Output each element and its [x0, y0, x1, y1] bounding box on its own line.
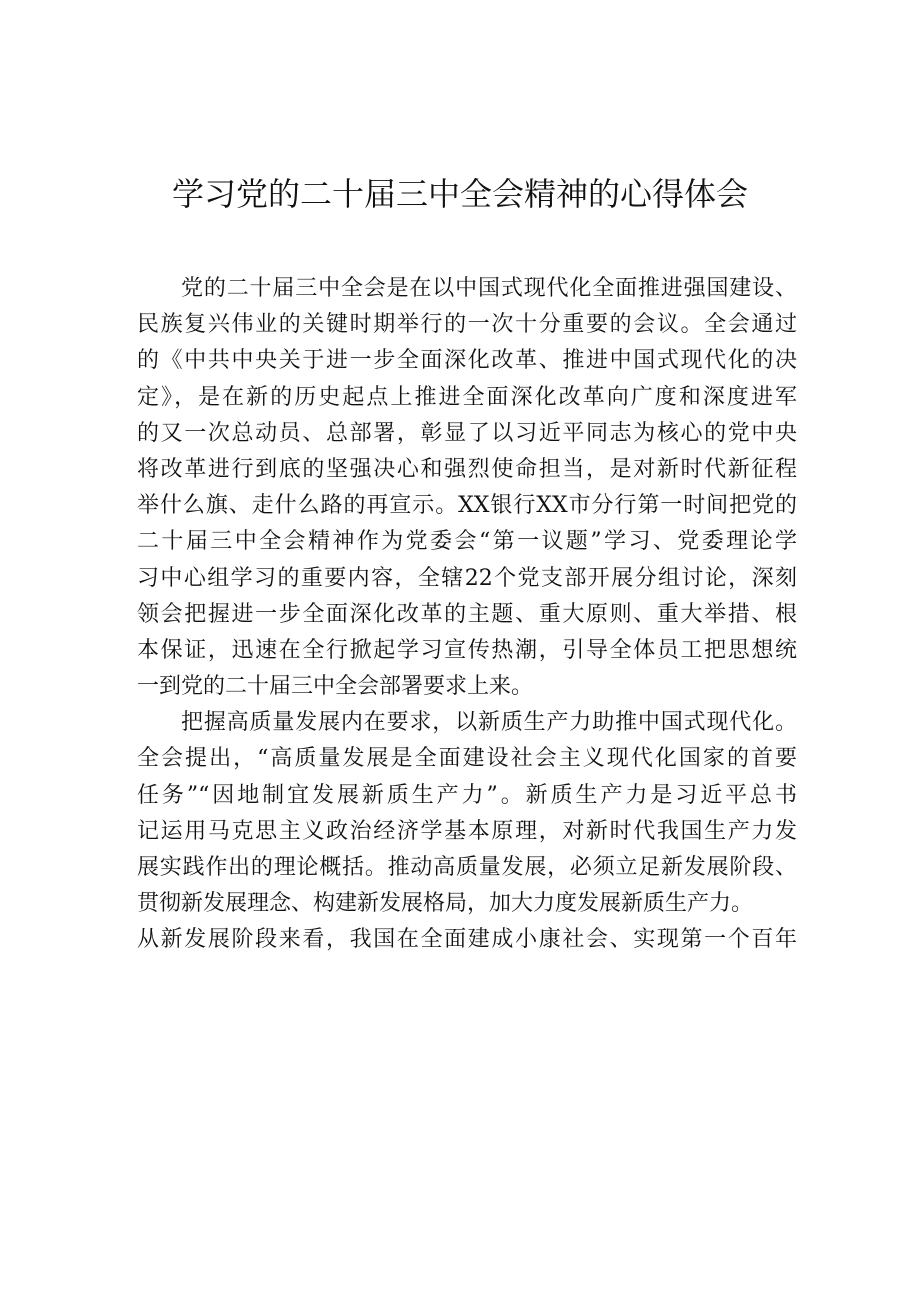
- paragraph-1-line-12: 一到党的二十届三中全会部署要求上来。: [137, 674, 534, 700]
- paragraph-1-line-9: 习中心组学习的重要内容，全辖22个党支部开展分组讨论，深刻: [137, 565, 797, 591]
- paragraph-1-line-11: 本保证，迅速在全行掀起学习宣传热潮，引导全体员工把思想统: [137, 637, 797, 663]
- paragraph-1-line-8: 二十届三中全会精神作为党委会“第一议题”学习、党委理论学: [137, 529, 797, 555]
- paragraph-1-line-4: 定》，是在新的历史起点上推进全面深化改革向广度和深度进军: [137, 384, 797, 410]
- paragraph-1-line-3: 的《中共中央关于进一步全面深化改革、推进中国式现代化的决: [137, 348, 797, 374]
- paragraph-1-line-7: 举什么旗、走什么路的再宣示。XX银行XX市分行第一时间把党的: [137, 493, 797, 519]
- paragraph-1-line-10: 领会把握进一步全面深化改革的主题、重大原则、重大举措、根: [137, 601, 797, 627]
- paragraph-2-line-4: 记运用马克思主义政治经济学基本原理，对新时代我国生产力发: [137, 818, 797, 844]
- paragraph-2-line-2: 全会提出，“高质量发展是全面建设社会主义现代化国家的首要: [137, 746, 797, 772]
- document-body: [137, 271, 797, 959]
- document-title: 学习党的二十届三中全会精神的心得体会: [171, 175, 748, 213]
- paragraph-2-line-7: 从新发展阶段来看，我国在全面建成小康社会、实现第一个百年: [137, 927, 797, 953]
- paragraph-1-line-5: 的又一次总动员、总部署，彰显了以习近平同志为核心的党中央: [137, 420, 797, 446]
- paragraph-1-line-1: 党的二十届三中全会是在以中国式现代化全面推进强国建设、: [181, 276, 797, 301]
- paragraph-2-line-3: 任务”“因地制宜发展新质生产力”。新质生产力是习近平总书: [137, 782, 797, 808]
- paragraph-1-line-6: 将改革进行到底的坚强决心和强烈使命担当，是对新时代新征程: [137, 456, 797, 482]
- paragraph-1-line-2: 民族复兴伟业的关键时期举行的一次十分重要的会议。全会通过: [137, 312, 797, 338]
- paragraph-2-line-6: 贯彻新发展理念、构建新发展格局，加大力度发展新质生产力。: [137, 891, 754, 917]
- paragraph-2-line-1: 把握高质量发展内在要求，以新质生产力助推中国式现代化。: [181, 710, 797, 736]
- paragraph-2-line-5: 展实践作出的理论概括。推动高质量发展，必须立足新发展阶段、: [137, 855, 797, 880]
